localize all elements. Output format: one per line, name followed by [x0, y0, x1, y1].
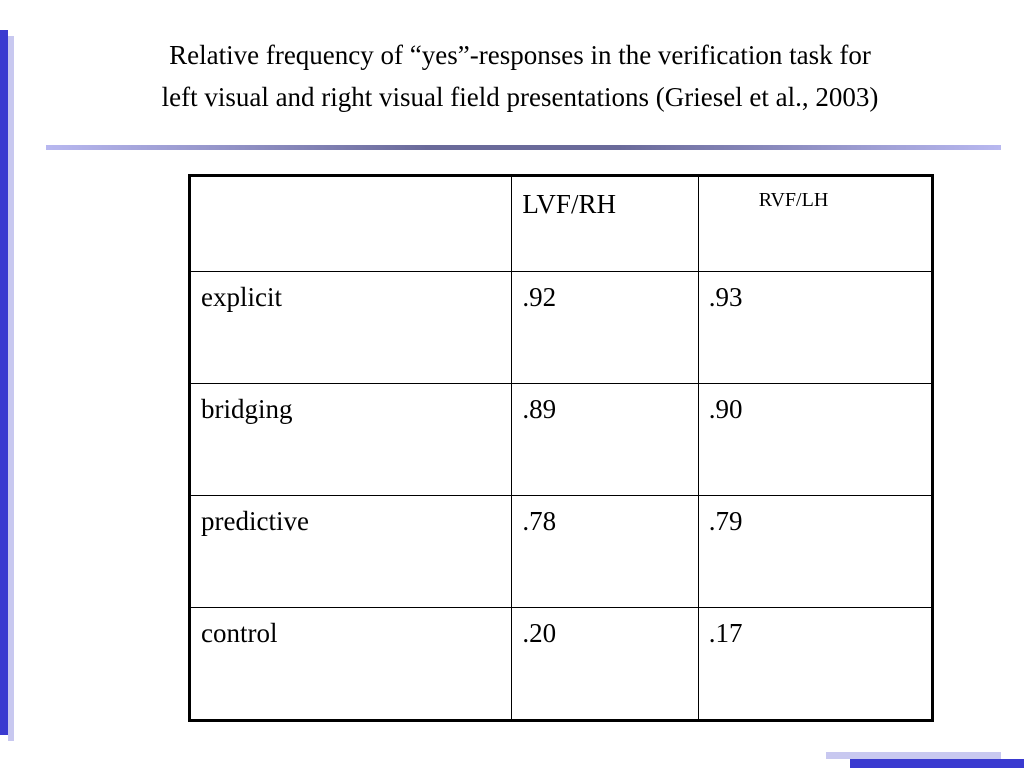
- slide-title: [40, 34, 1000, 118]
- lvf-rh-value: .20: [512, 608, 698, 721]
- slide-title-line-2: left visual and right visual field presentations (Griesel et al., 2003): [161, 82, 879, 112]
- lvf-rh-value: .78: [512, 496, 698, 608]
- rvf-lh-value: .17: [698, 608, 932, 721]
- results-table: [188, 174, 934, 722]
- lvf-rh-value: .92: [512, 272, 698, 384]
- table-row: [190, 272, 933, 384]
- table-row: [190, 608, 933, 721]
- row-label: predictive: [190, 496, 512, 608]
- table-row: [190, 384, 933, 496]
- title-divider: [46, 145, 1001, 150]
- rvf-lh-value: .90: [698, 384, 932, 496]
- left-accent-bar-dark: [0, 30, 8, 735]
- header-cell-empty: [190, 176, 512, 272]
- left-accent-bar-light: [8, 36, 14, 741]
- rvf-lh-value: .79: [698, 496, 932, 608]
- lvf-rh-value: .89: [512, 384, 698, 496]
- rvf-lh-value: .93: [698, 272, 932, 384]
- row-label: control: [190, 608, 512, 721]
- row-label: bridging: [190, 384, 512, 496]
- header-cell-rvf-lh: RVF/LH: [698, 176, 932, 272]
- corner-accent-bar-light: [826, 752, 1001, 759]
- row-label: explicit: [190, 272, 512, 384]
- table-header-row: [190, 176, 933, 272]
- table-row: [190, 496, 933, 608]
- slide-title-line-1: Relative frequency of “yes”-responses in the verification task for: [169, 40, 871, 70]
- corner-accent-bar-dark: [850, 759, 1024, 768]
- header-cell-lvf-rh: LVF/RH: [512, 176, 698, 272]
